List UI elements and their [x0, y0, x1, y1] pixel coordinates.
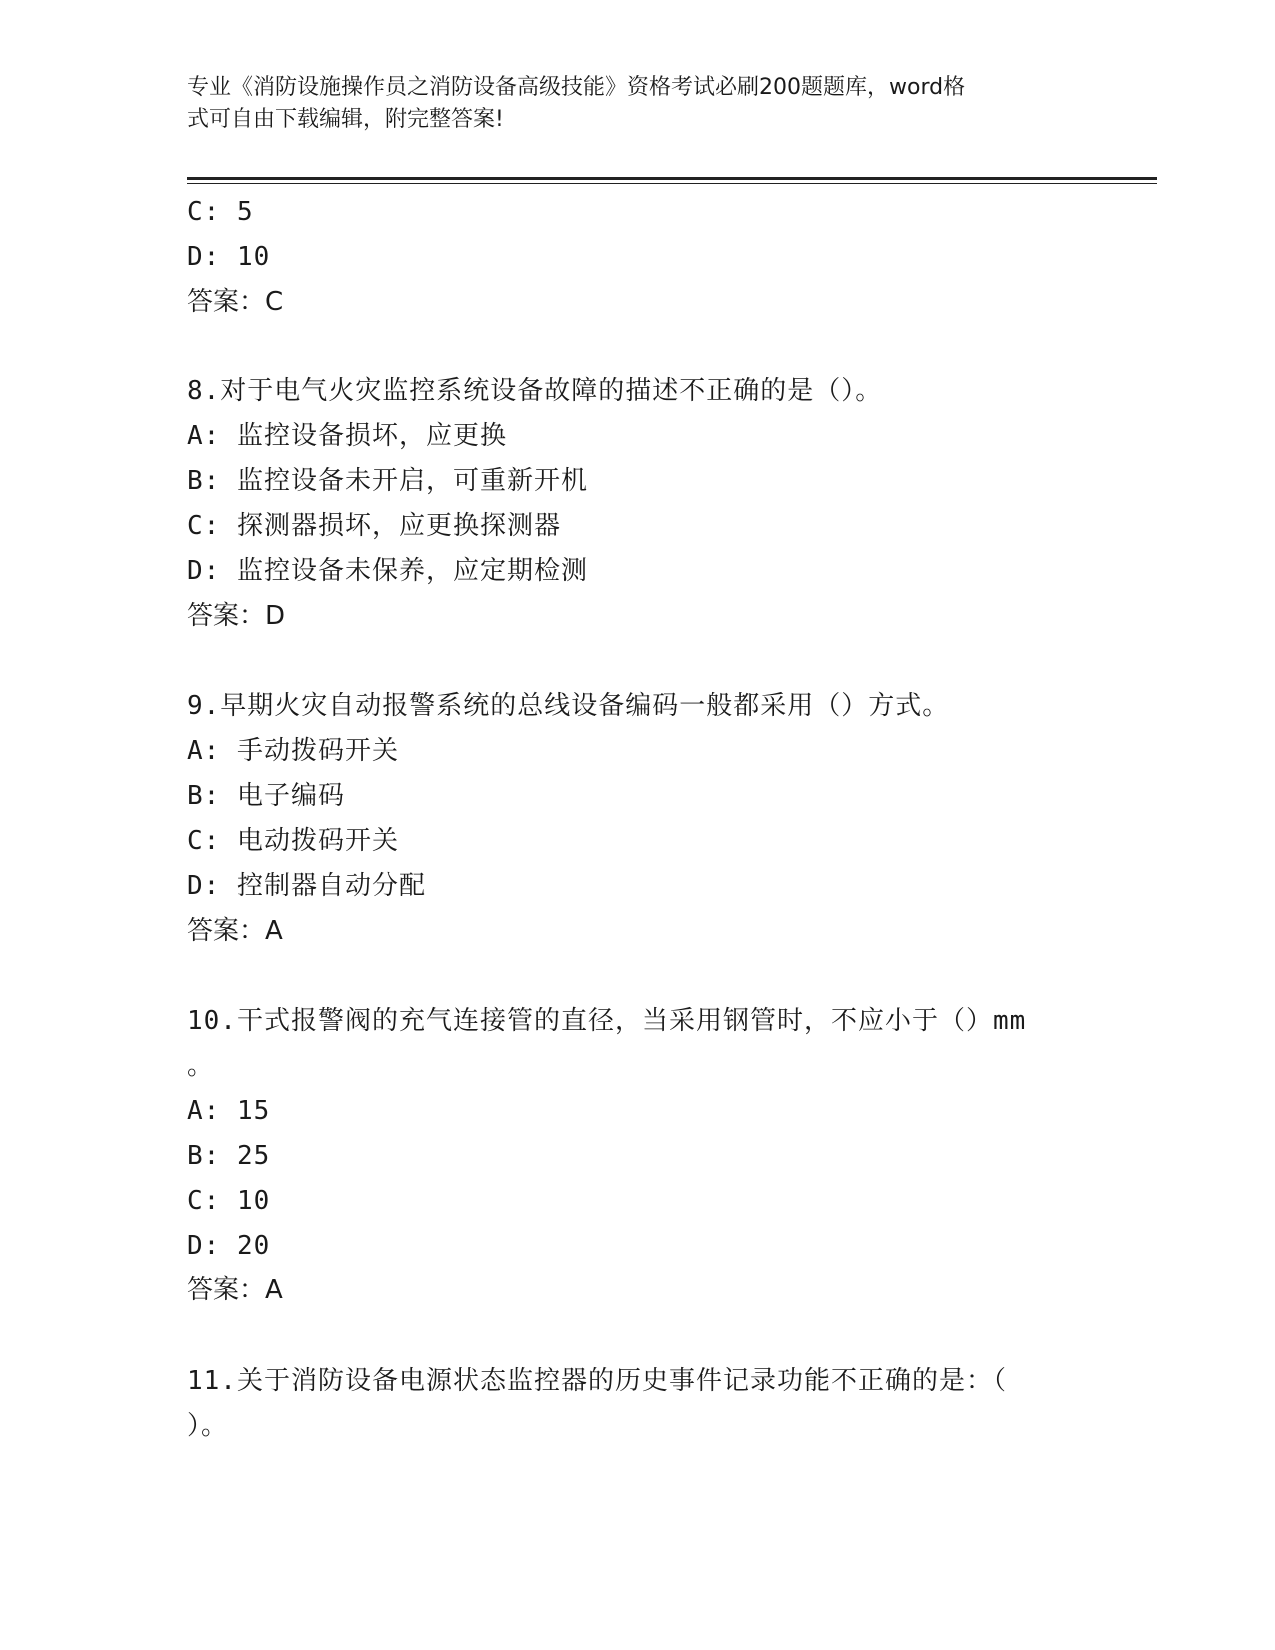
question-11-continued: ）。 [187, 1411, 229, 1441]
option-a-q10: A: 15 [187, 1096, 271, 1126]
question-10-continued: 。 [187, 1051, 215, 1081]
document-header [187, 72, 1067, 136]
option-c-q9: C: 电动拨码开关 [187, 826, 399, 856]
answer-q7: 答案：C [187, 287, 284, 317]
header-rule-thin [187, 183, 1157, 184]
option-a-q8: A: 监控设备损坏，应更换 [187, 421, 507, 451]
option-b-q10: B: 25 [187, 1141, 271, 1171]
option-b-q9: B: 电子编码 [187, 781, 345, 811]
option-d-q7: D: 10 [187, 242, 271, 272]
option-c-q10: C: 10 [187, 1186, 271, 1216]
option-a-q9: A: 手动拨码开关 [187, 736, 399, 766]
option-d-q10: D: 20 [187, 1231, 271, 1261]
answer-q10: 答案：A [187, 1275, 283, 1305]
header-line-2: 式可自由下载编辑，附完整答案! [187, 107, 504, 132]
question-8: 8.对于电气火灾监控系统设备故障的描述不正确的是（）。 [187, 376, 883, 406]
answer-q8: 答案：D [187, 601, 286, 631]
header-rule-thick [187, 177, 1157, 180]
answer-q9: 答案：A [187, 916, 283, 946]
question-9: 9.早期火灾自动报警系统的总线设备编码一般都采用（）方式。 [187, 691, 950, 721]
option-b-q8: B: 监控设备未开启，可重新开机 [187, 466, 588, 496]
question-10: 10.干式报警阀的充气连接管的直径，当采用钢管时，不应小于（）mm [187, 1006, 1027, 1036]
option-d-q9: D: 控制器自动分配 [187, 871, 426, 901]
header-line-1: 专业《消防设施操作员之消防设备高级技能》资格考试必刷200题题库，word格 [187, 75, 966, 100]
question-11: 11.关于消防设备电源状态监控器的历史事件记录功能不正确的是：（ [187, 1366, 1007, 1396]
option-d-q8: D: 监控设备未保养，应定期检测 [187, 556, 588, 586]
option-c-q7: C: 5 [187, 197, 254, 227]
option-c-q8: C: 探测器损坏，应更换探测器 [187, 511, 561, 541]
